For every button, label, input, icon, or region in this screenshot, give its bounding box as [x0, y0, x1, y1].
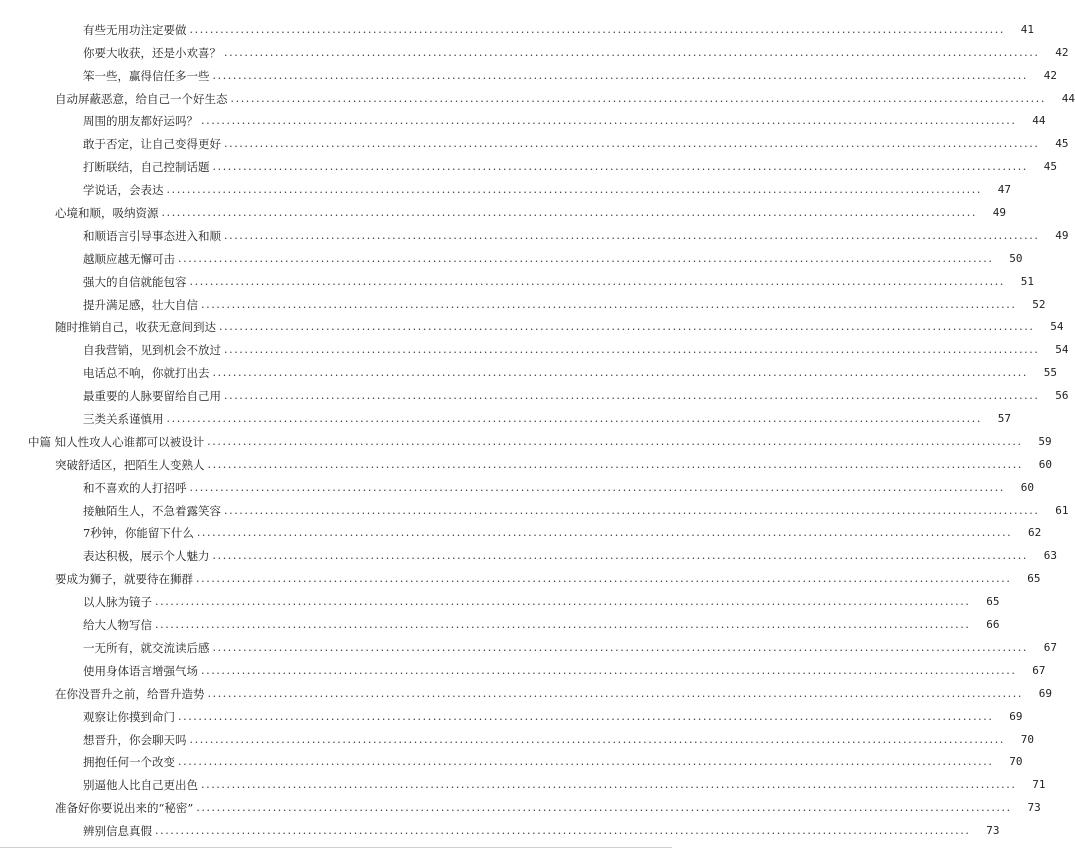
- toc-entry-title: 拥抱任何一个改变: [83, 755, 175, 770]
- toc-page-number: 70: [1020, 732, 1034, 746]
- dot-leader: ................................................................................................................................................................: [155, 595, 971, 609]
- toc-subsection[interactable]: [0, 586, 1000, 610]
- dot-leader: ................................................................................................................................................................: [207, 434, 1023, 448]
- toc-section[interactable]: [0, 312, 1064, 335]
- toc-subsection[interactable]: [0, 220, 1069, 243]
- dot-leader: ................................................................................................................................................................: [189, 732, 1005, 746]
- toc-entry-title: 强大的自信就能包容: [83, 274, 187, 289]
- toc-page-number: 51: [1020, 274, 1034, 288]
- toc-entry-title: 观察让你摸到命门: [83, 709, 175, 724]
- toc-page-number: 45: [1055, 137, 1069, 151]
- toc-page-number: 73: [986, 824, 1000, 838]
- toc-entry-title: 要成为狮子，就要待在狮群: [55, 572, 193, 587]
- dot-leader: ................................................................................................................................................................: [166, 183, 982, 197]
- toc-page-number: 57: [997, 412, 1011, 426]
- toc-page-number: 73: [1027, 801, 1041, 815]
- dot-leader: ................................................................................................................................................................: [224, 45, 1040, 59]
- toc-page-number: 66: [986, 618, 1000, 632]
- toc-section[interactable]: [0, 449, 1052, 472]
- toc-section[interactable]: [0, 563, 1041, 587]
- toc-entry-title: 和顺语言引导事态进入和顺: [83, 228, 221, 243]
- toc-entry-title: 三类关系谨慎用: [83, 412, 164, 427]
- toc-entry-title: 有些无用功注定要做: [83, 22, 187, 37]
- toc-subsection[interactable]: [0, 266, 1034, 289]
- toc-subsection[interactable]: [0, 151, 1057, 175]
- dot-leader: ................................................................................................................................................................: [224, 343, 1040, 357]
- toc-subsection[interactable]: [0, 380, 1069, 404]
- toc-subsection[interactable]: [0, 174, 1011, 198]
- toc-subsection[interactable]: [0, 128, 1069, 152]
- dot-leader: ................................................................................................................................................................: [155, 824, 971, 838]
- dot-leader: ................................................................................................................................................................: [224, 389, 1040, 403]
- toc-page-number: 60: [1038, 457, 1052, 471]
- toc-page-number: 69: [1009, 709, 1023, 723]
- dot-leader: ................................................................................................................................................................: [155, 618, 971, 632]
- toc-page-number: 70: [1009, 755, 1023, 769]
- toc-entry-title: 给大人物写信: [83, 618, 152, 633]
- toc-entry-title: 敢于否定，让自己变得更好: [83, 137, 221, 152]
- dot-leader: ................................................................................................................................................................: [189, 274, 1005, 288]
- toc-subsection[interactable]: [0, 724, 1034, 747]
- toc-page-number: 63: [1043, 549, 1057, 563]
- toc-section[interactable]: [0, 83, 1075, 106]
- dot-leader: ................................................................................................................................................................: [224, 137, 1040, 151]
- toc-entry-title: 表达积极，展示个人魅力: [83, 549, 210, 564]
- dot-leader: ................................................................................................................................................................: [166, 412, 982, 426]
- toc-subsection[interactable]: [0, 357, 1057, 381]
- dot-leader: ................................................................................................................................................................: [219, 320, 1035, 334]
- dot-leader: ................................................................................................................................................................: [212, 549, 1028, 563]
- dot-leader: ................................................................................................................................................................: [201, 114, 1017, 128]
- dot-leader: ................................................................................................................................................................: [224, 228, 1040, 242]
- toc-page-number: 59: [1038, 434, 1052, 448]
- toc-entry-title: 接触陌生人，不急着露笑容: [83, 503, 221, 518]
- toc-entry-title: 打断联结，自己控制话题: [83, 160, 210, 175]
- toc-entry-title: 突破舒适区，把陌生人变熟人: [55, 457, 205, 472]
- toc-entry-title: 以人脉为镜子: [83, 595, 152, 610]
- toc-entry-title: 别逼他人比自己更出色: [83, 778, 198, 793]
- toc-subsection[interactable]: [0, 609, 1000, 633]
- dot-leader: ................................................................................................................................................................: [207, 457, 1023, 471]
- dot-leader: ................................................................................................................................................................: [207, 686, 1023, 700]
- toc-subsection[interactable]: [0, 60, 1057, 83]
- toc-subsection[interactable]: [0, 518, 1042, 541]
- toc-entry-title: 中篇 知人性攻人心谁都可以被设计: [28, 434, 205, 449]
- toc-entry-title: 在你没晋升之前，给晋升造势: [55, 686, 205, 701]
- toc-subsection[interactable]: [0, 289, 1046, 312]
- toc-page-number: 71: [1032, 778, 1046, 792]
- toc-entry-title: 提升满足感，壮大自信: [83, 297, 198, 312]
- dot-leader: ................................................................................................................................................................: [224, 503, 1040, 517]
- toc-entry-title: 你要大收获，还是小欢喜？: [83, 45, 221, 60]
- toc-section[interactable]: [0, 197, 1006, 221]
- toc-entry-title: 辨别信息真假: [83, 824, 152, 839]
- toc-page-number: 49: [992, 206, 1006, 220]
- toc-subsection[interactable]: [0, 655, 1046, 678]
- toc-section[interactable]: [0, 792, 1041, 816]
- dot-leader: ................................................................................................................................................................: [161, 206, 977, 220]
- toc-page-number: 42: [1055, 45, 1069, 59]
- toc-entry-title: 学说话，会表达: [83, 183, 164, 198]
- toc-page-number: 56: [1055, 389, 1069, 403]
- toc-page-number: 54: [1050, 320, 1064, 334]
- toc-page-number: 69: [1038, 686, 1052, 700]
- dot-leader: ................................................................................................................................................................: [230, 91, 1046, 105]
- toc-page-number: 67: [1032, 663, 1046, 677]
- toc-page-number: 60: [1020, 480, 1034, 494]
- toc-subsection[interactable]: [0, 747, 1023, 770]
- dot-leader: ................................................................................................................................................................: [189, 480, 1005, 494]
- toc-entry-title: 周围的朋友都好运吗？: [83, 114, 198, 129]
- toc-subsection[interactable]: [0, 701, 1023, 724]
- dot-leader: ................................................................................................................................................................: [196, 526, 1013, 540]
- table-of-contents: [0, 14, 1075, 839]
- toc-part-heading[interactable]: [0, 426, 1052, 449]
- toc-entry-title: 7秒钟，你能留下什么: [83, 526, 194, 541]
- toc-entry-title: 心境和顺，吸纳资源: [55, 206, 159, 221]
- toc-subsection[interactable]: [0, 403, 1011, 427]
- dot-leader: ................................................................................................................................................................: [212, 68, 1028, 82]
- toc-page-number: 52: [1032, 297, 1046, 311]
- toc-entry-title: 自我营销，见到机会不放过: [83, 343, 221, 358]
- toc-entry-title: 使用身体语言增强气场: [83, 663, 198, 678]
- toc-subsection[interactable]: [0, 769, 1046, 793]
- dot-leader: ................................................................................................................................................................: [189, 22, 1005, 36]
- toc-page-number: 61: [1055, 503, 1069, 517]
- dot-leader: ................................................................................................................................................................: [212, 366, 1028, 380]
- toc-page-number: 49: [1055, 228, 1069, 242]
- toc-entry-title: 准备好你要说出来的“秘密”: [55, 801, 194, 816]
- toc-entry-title: 笨一些，赢得信任多一些: [83, 68, 210, 83]
- toc-page-number: 44: [1032, 114, 1046, 128]
- dot-leader: ................................................................................................................................................................: [178, 709, 994, 723]
- toc-subsection[interactable]: [0, 632, 1057, 655]
- toc-page-number: 65: [986, 595, 1000, 609]
- dot-leader: ................................................................................................................................................................: [196, 572, 1012, 586]
- toc-entry-title: 电话总不响，你就打出去: [83, 366, 210, 381]
- toc-page-number: 54: [1055, 343, 1069, 357]
- toc-subsection[interactable]: [0, 334, 1069, 358]
- toc-subsection[interactable]: [0, 472, 1034, 495]
- toc-entry-title: 一无所有，就交流读后感: [83, 640, 210, 655]
- dot-leader: ................................................................................................................................................................: [201, 663, 1017, 677]
- toc-page-number: 44: [1061, 91, 1075, 105]
- toc-section[interactable]: [0, 678, 1052, 701]
- toc-subsection[interactable]: [0, 14, 1034, 37]
- toc-subsection[interactable]: [0, 243, 1023, 266]
- toc-page-number: 42: [1043, 68, 1057, 82]
- toc-entry-title: 想晋升，你会聊天吗: [83, 732, 187, 747]
- toc-entry-title: 越顺应越无懈可击: [83, 251, 175, 266]
- toc-subsection[interactable]: [0, 815, 1000, 839]
- dot-leader: ................................................................................................................................................................: [201, 297, 1017, 311]
- toc-subsection[interactable]: [0, 495, 1069, 518]
- dot-leader: ................................................................................................................................................................: [212, 640, 1028, 654]
- toc-entry-title: 自动屏蔽恶意，给自己一个好生态: [55, 91, 228, 106]
- page-divider: [0, 847, 672, 848]
- toc-page-number: 62: [1028, 526, 1042, 540]
- dot-leader: ................................................................................................................................................................: [196, 801, 1012, 815]
- dot-leader: ................................................................................................................................................................: [178, 251, 994, 265]
- toc-page-number: 45: [1043, 160, 1057, 174]
- toc-page-number: 41: [1020, 22, 1034, 36]
- toc-subsection[interactable]: [0, 540, 1057, 564]
- toc-entry-title: 和不喜欢的人打招呼: [83, 480, 187, 495]
- toc-page-number: 50: [1009, 251, 1023, 265]
- dot-leader: ................................................................................................................................................................: [178, 755, 994, 769]
- toc-entry-title: 随时推销自己，收获无意间到达: [55, 320, 216, 335]
- toc-subsection[interactable]: [0, 106, 1046, 129]
- dot-leader: ................................................................................................................................................................: [201, 778, 1017, 792]
- toc-page-number: 65: [1027, 572, 1041, 586]
- dot-leader: ................................................................................................................................................................: [212, 160, 1028, 174]
- toc-entry-title: 最重要的人脉要留给自己用: [83, 389, 221, 404]
- toc-page-number: 47: [997, 183, 1011, 197]
- toc-subsection[interactable]: [0, 37, 1069, 60]
- toc-page-number: 55: [1043, 366, 1057, 380]
- toc-page-number: 67: [1043, 640, 1057, 654]
